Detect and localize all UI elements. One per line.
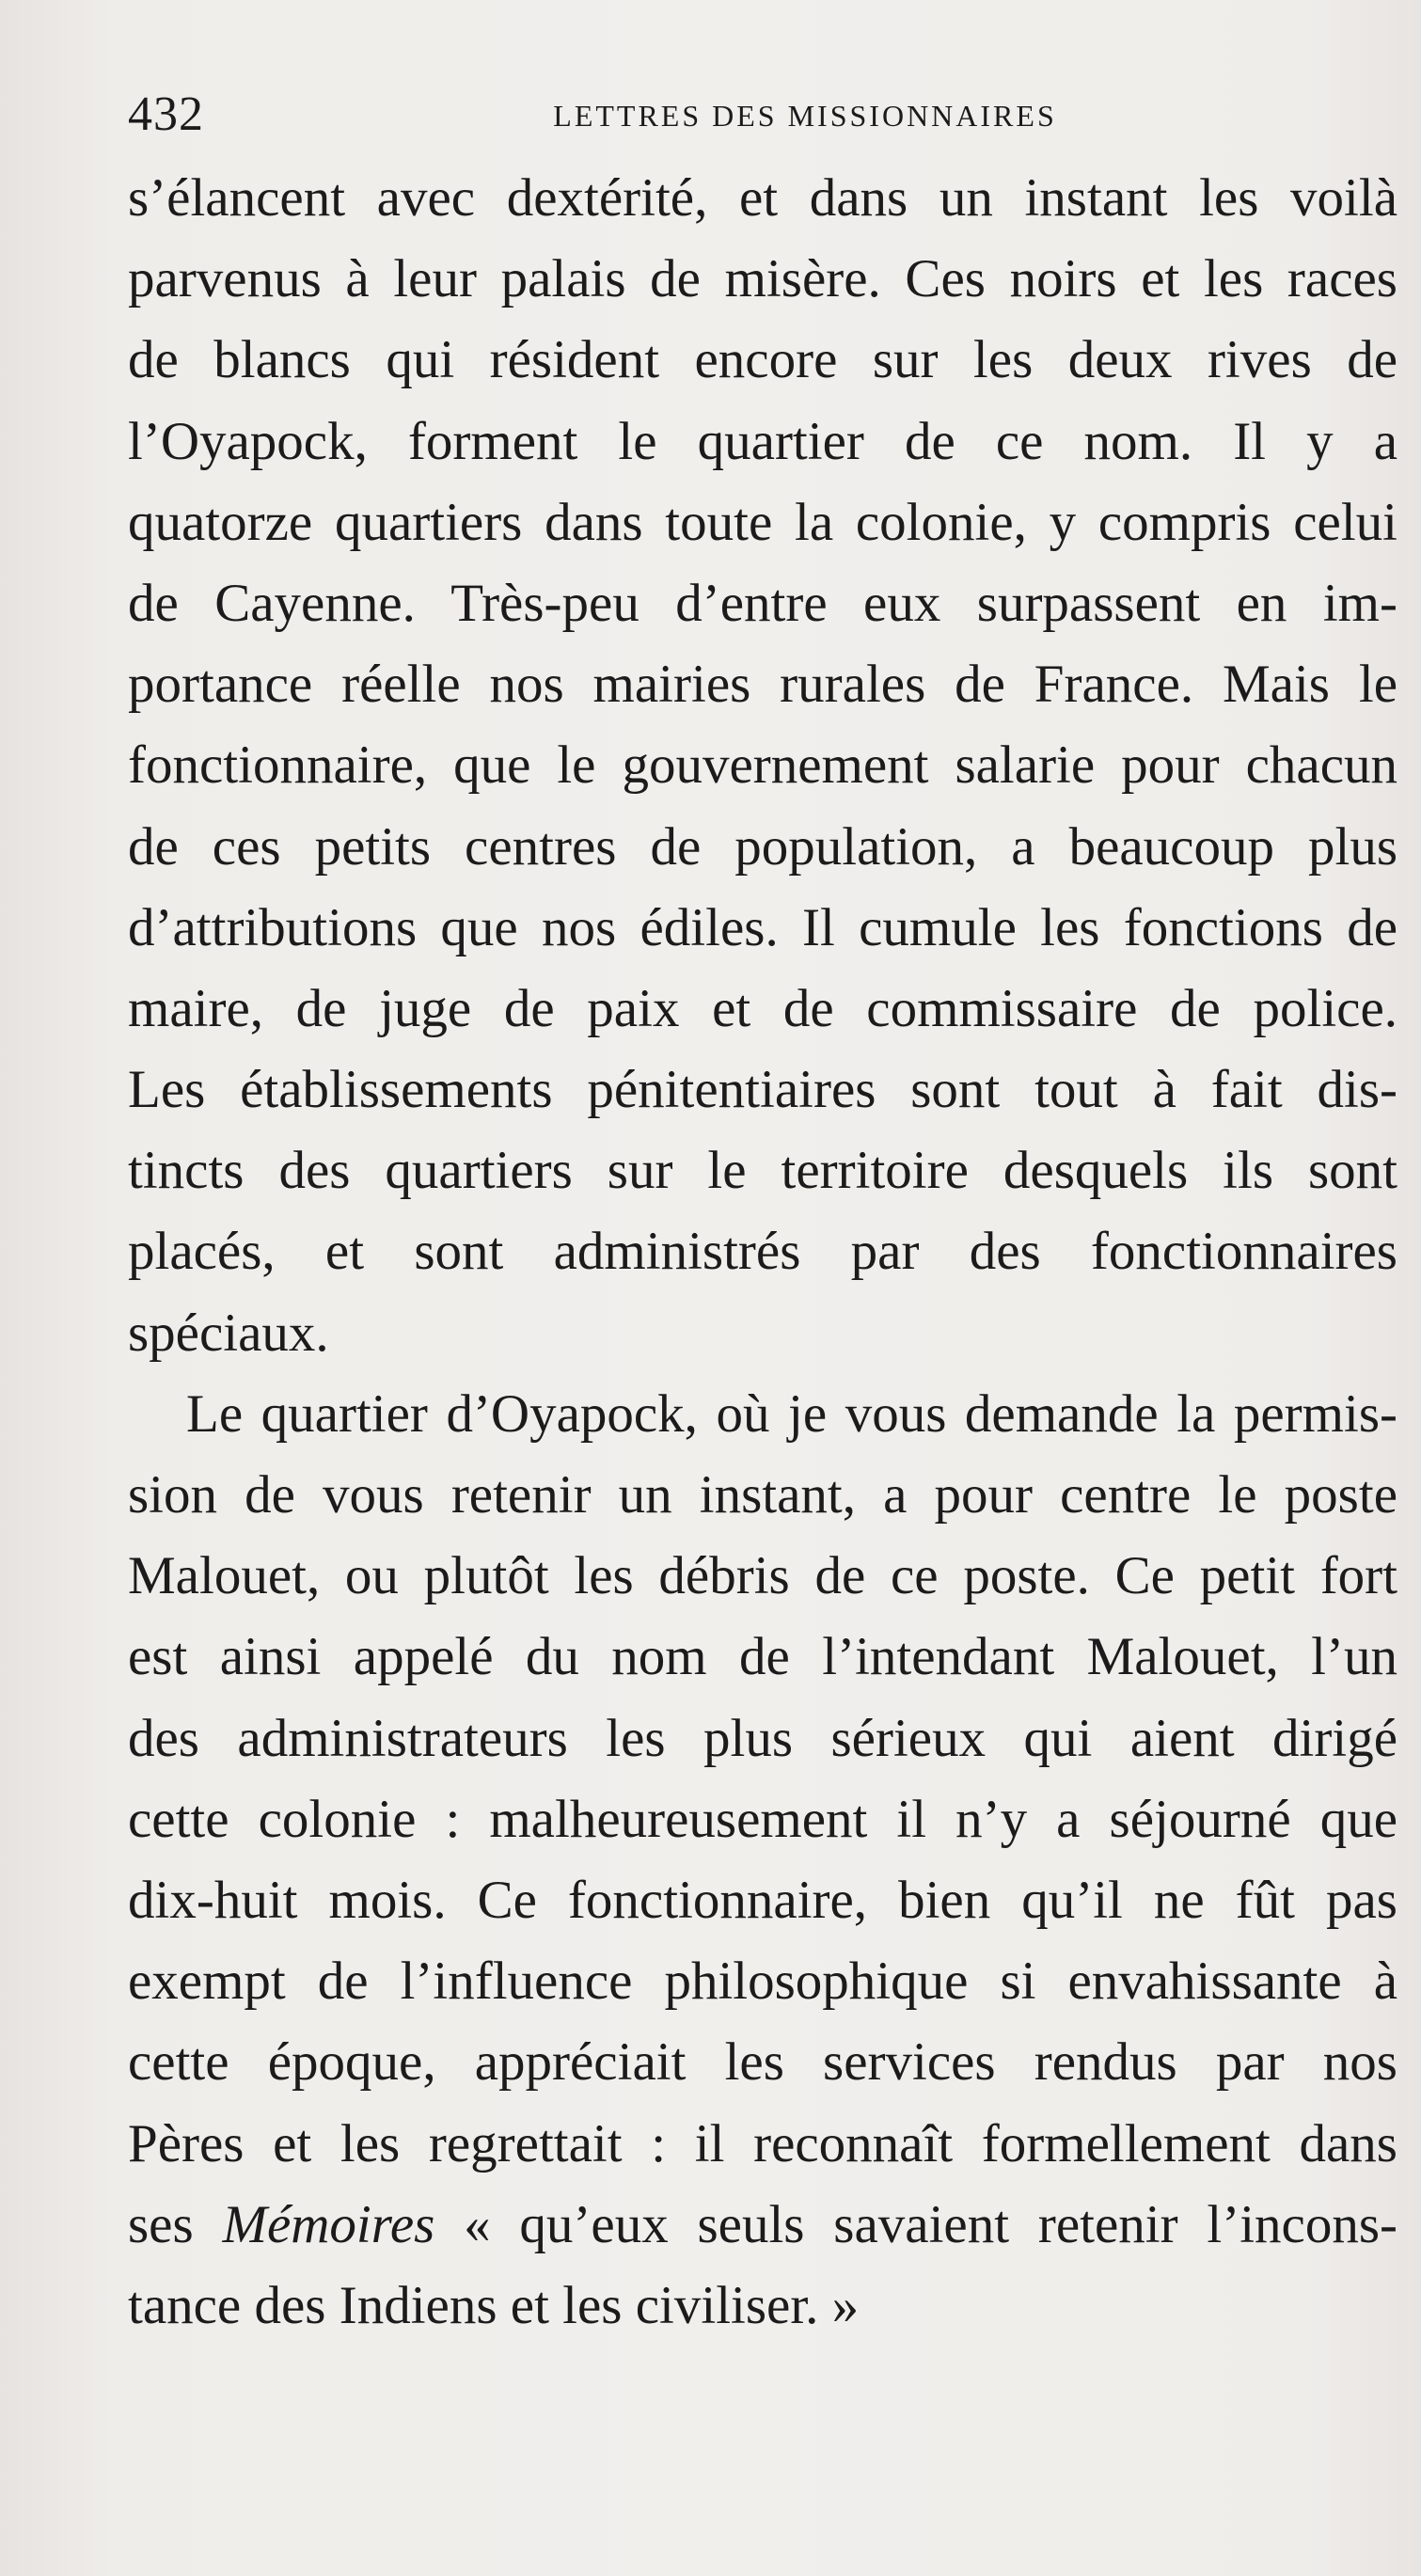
text-line: quatorze quartiers dans toute la colonie, y compris celui xyxy=(128,492,1397,552)
text-line: l’Oyapock, forment le quartier de ce nom. Il y a xyxy=(128,411,1397,471)
text-line: placés, et sont administrés par des fonctionnaires xyxy=(128,1222,1397,1282)
running-head: LETTRES DES MISSIONNAIRES xyxy=(553,99,1057,133)
text-line: de Cayenne. Très-peu d’entre eux surpassent en im- xyxy=(128,573,1397,633)
body-text xyxy=(128,158,1397,2347)
page-header xyxy=(128,87,1397,143)
text-line: d’attributions que nos édiles. Il cumule les fonctions de xyxy=(128,897,1397,957)
text-line: Pères et les regrettait : il reconnaît formellement dans xyxy=(128,2113,1397,2173)
text-line-with-italic xyxy=(128,2185,1397,2266)
text-line: exempt de l’influence philosophique si envahissante à xyxy=(128,1952,1397,2012)
text-line: de ces petits centres de population, a beaucoup plus xyxy=(128,816,1397,877)
paragraph-start-line: Le quartier d’Oyapock, où je vous demande la permis- xyxy=(186,1383,1397,1444)
text-line: Les établissements pénitentiaires sont tout à fait dis- xyxy=(128,1060,1397,1120)
text-line: sion de vous retenir un instant, a pour centre le poste xyxy=(128,1465,1397,1525)
text-line: est ainsi appelé du nom de l’intendant Malouet, l’un xyxy=(128,1627,1397,1687)
last-text-line: tance des Indiens et les civiliser. » xyxy=(128,2275,860,2335)
text-line: dix-huit mois. Ce fonctionnaire, bien qu’il ne fût pas xyxy=(128,1870,1397,1930)
text-segment: ses xyxy=(128,2194,223,2254)
text-line: spéciaux. xyxy=(128,1303,329,1363)
text-line: maire, de juge de paix et de commissaire de police. xyxy=(128,978,1397,1038)
text-line: s’élancent avec dextérité, et dans un instant les voilà xyxy=(128,168,1397,228)
text-segment: « qu’eux seuls savaient retenir l’incons- xyxy=(434,2194,1397,2254)
text-line: cette époque, appréciait les services rendus par nos xyxy=(128,2032,1397,2093)
text-line: Malouet, ou plutôt les débris de ce poste. Ce petit fort xyxy=(128,1546,1397,1606)
text-line: parvenus à leur palais de misère. Ces noirs et les races xyxy=(128,249,1397,309)
text-line: portance réelle nos mairies rurales de France. Mais le xyxy=(128,655,1397,715)
text-line: cette colonie : malheureusement il n’y a séjourné que xyxy=(128,1789,1397,1849)
text-line: de blancs qui résident encore sur les deux rives de xyxy=(128,330,1397,390)
page-number: 432 xyxy=(128,87,204,141)
text-line: fonctionnaire, que le gouvernement salarie pour chacun xyxy=(128,735,1397,796)
text-line: tincts des quartiers sur le territoire desquels ils sont xyxy=(128,1141,1397,1201)
italic-title-memoires: Mémoires xyxy=(222,2194,435,2254)
text-line: des administrateurs les plus sérieux qui aient dirigé xyxy=(128,1708,1397,1768)
